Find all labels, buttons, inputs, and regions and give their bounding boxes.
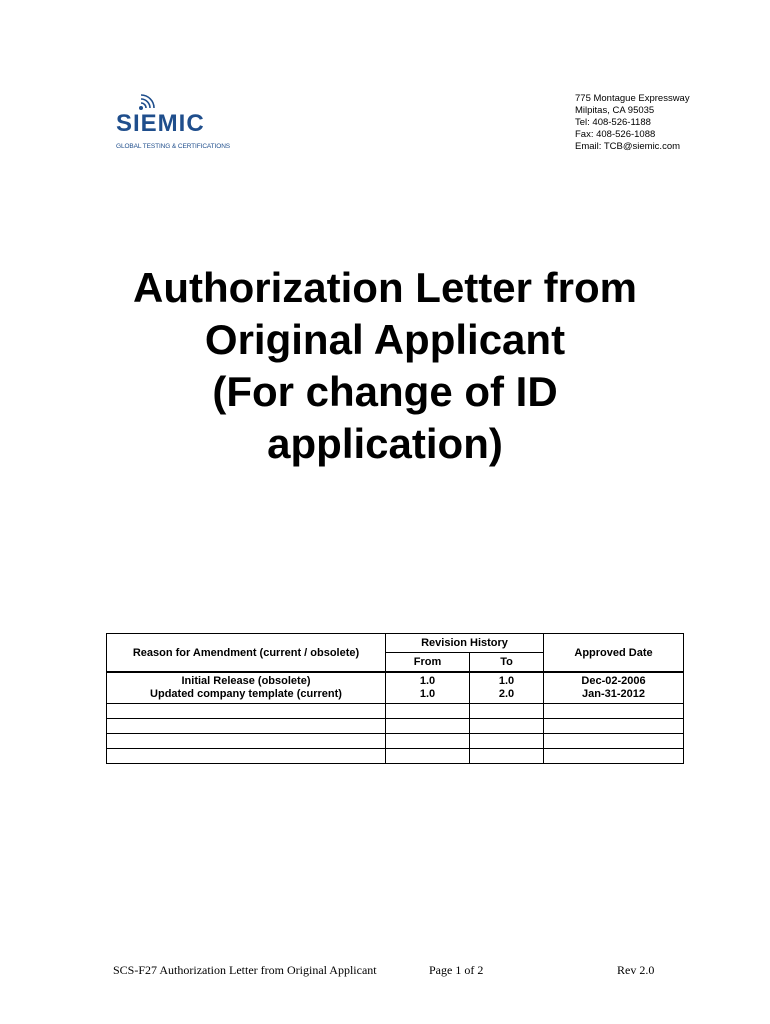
from-row-1: 1.0	[419, 675, 436, 687]
address-email: Email: TCB@siemic.com	[575, 141, 681, 152]
header-approved-date: Approved Date	[544, 634, 684, 673]
address-tel: Tel: 408-526-1188	[575, 117, 651, 128]
signal-waves-icon	[137, 92, 159, 112]
empty-row	[107, 749, 684, 764]
empty-cell	[107, 719, 386, 734]
empty-cell	[470, 704, 544, 719]
address-fax: Fax: 408-526-1088	[575, 129, 656, 140]
empty-cell	[470, 719, 544, 734]
logo-tagline: GLOBAL TESTING & CERTIFICATIONS	[116, 143, 231, 150]
empty-cell	[386, 719, 470, 734]
empty-cell	[107, 734, 386, 749]
company-address	[575, 93, 690, 153]
empty-cell	[470, 749, 544, 764]
footer-doc-id: SCS-F27 Authorization Letter from Original Applicant	[113, 963, 377, 977]
header-from: From	[386, 653, 470, 673]
footer-page-number: Page 1 of 2	[429, 963, 484, 977]
empty-cell	[544, 734, 684, 749]
title-line-1: Authorization Letter from	[133, 264, 637, 311]
from-row-2: 1.0	[419, 688, 436, 700]
from-cell	[386, 672, 470, 704]
address-street: 775 Montague Expressway	[575, 93, 690, 104]
empty-cell	[386, 704, 470, 719]
logo-brand: SIEMIC	[116, 110, 205, 137]
empty-cell	[107, 704, 386, 719]
date-cell	[544, 672, 684, 704]
title-line-3: (For change of ID	[212, 368, 558, 415]
empty-cell	[107, 749, 386, 764]
date-row-1: Dec-02-2006	[581, 675, 646, 687]
reason-cell	[107, 672, 386, 704]
company-logo	[116, 92, 241, 156]
revision-history-table	[106, 633, 684, 764]
empty-row	[107, 719, 684, 734]
empty-cell	[544, 749, 684, 764]
footer-revision: Rev 2.0	[617, 963, 655, 977]
table-row	[107, 672, 684, 704]
empty-row	[107, 734, 684, 749]
to-row-1: 1.0	[498, 675, 515, 687]
empty-cell	[386, 734, 470, 749]
reason-row-2: Updated company template (current)	[150, 688, 342, 700]
reason-row-1: Initial Release (obsolete)	[181, 675, 311, 687]
empty-row	[107, 704, 684, 719]
title-line-4: application)	[267, 420, 503, 467]
to-row-2: 2.0	[498, 688, 515, 700]
date-row-2: Jan-31-2012	[582, 688, 645, 700]
title-line-2: Original Applicant	[204, 316, 566, 363]
header-revision-history: Revision History	[386, 634, 544, 653]
empty-cell	[386, 749, 470, 764]
document-title	[0, 262, 770, 470]
empty-cell	[544, 719, 684, 734]
header-reason: Reason for Amendment (current / obsolete)	[107, 634, 386, 673]
header-to: To	[470, 653, 544, 673]
to-cell	[470, 672, 544, 704]
address-city: Milpitas, CA 95035	[575, 105, 655, 116]
empty-cell	[470, 734, 544, 749]
empty-cell	[544, 704, 684, 719]
